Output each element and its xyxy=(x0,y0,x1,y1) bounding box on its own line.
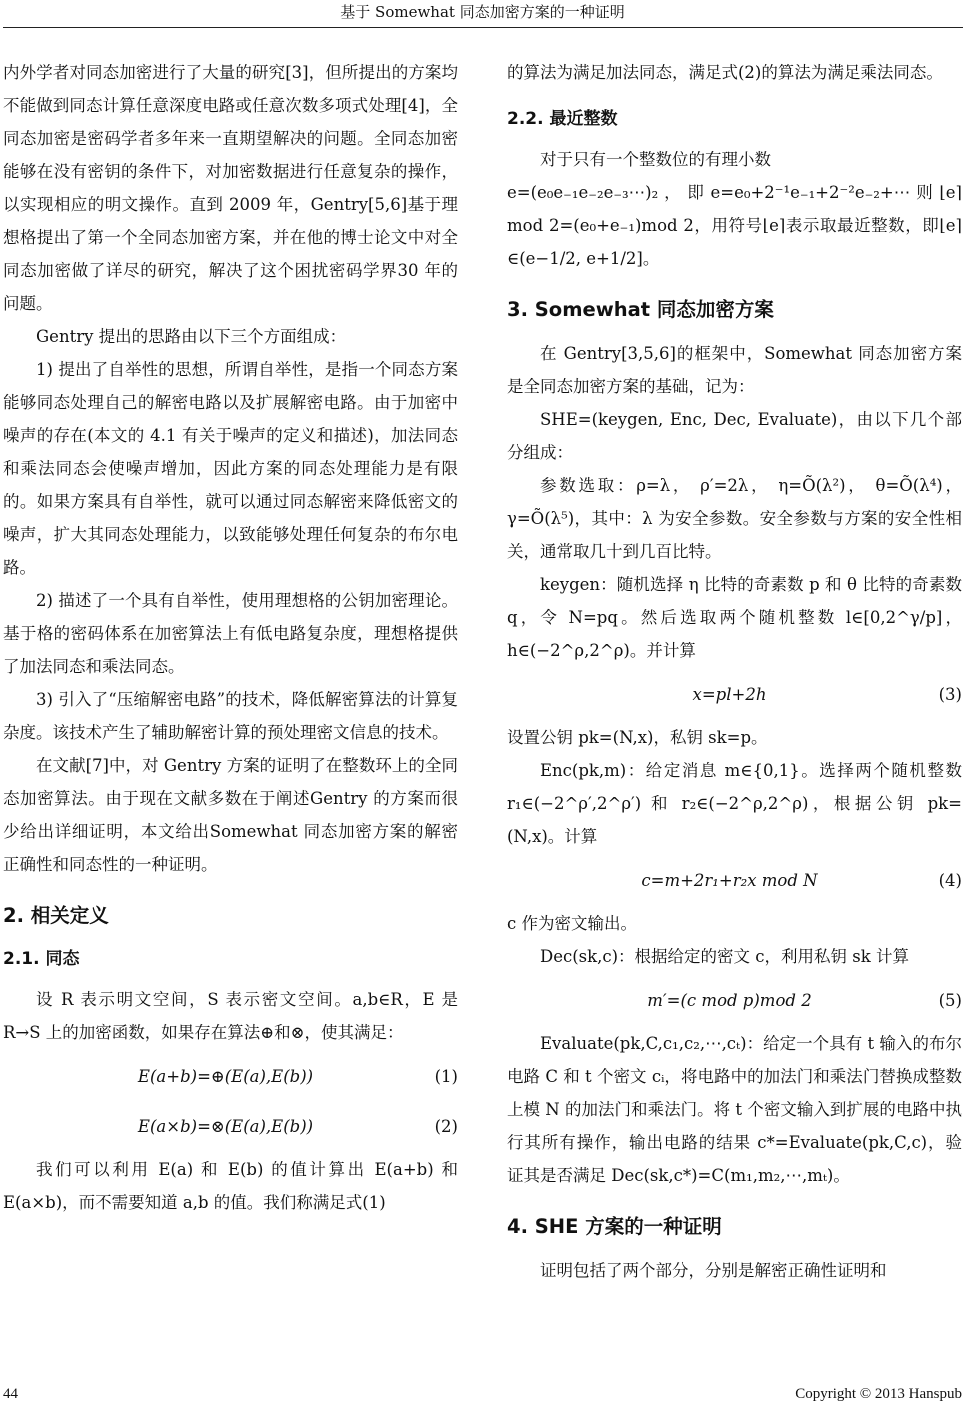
paragraph-parameters: 参数选取：ρ=λ， ρ′=2λ， η=Õ(λ²)， θ=Õ(λ⁴)， γ=Õ(λ⁵)，其中：λ 为安全参数。安全参数与方案的安全性相关，通常取几十到几百比特。 xyxy=(507,476,962,561)
paragraph-dec: Dec(sk,c)：根据给定的密文 c，利用私钥 sk 计算 xyxy=(540,947,910,966)
equation-3-expr: x=pl+2h xyxy=(692,684,767,704)
equation-1-expr: E(a+b)=⊕(E(a),E(b)) xyxy=(137,1066,314,1086)
equation-5-number: (5) xyxy=(938,990,962,1010)
equation-4-number: (4) xyxy=(938,870,962,890)
right-column xyxy=(507,56,962,1287)
page-number: 44 xyxy=(3,1386,18,1402)
subsection-heading-homomorphism: 2.1. 同态 xyxy=(3,949,80,969)
copyright-notice: Copyright © 2013 Hanspub xyxy=(795,1386,962,1402)
paragraph-gentry-ideas: Gentry 提出的思路由以下三个方面组成： xyxy=(36,327,347,346)
paragraph-homomorphism-continued: 的算法为满足加法同态，满足式(2)的算法为满足乘法同态。 xyxy=(507,63,943,82)
paragraph-homomorphism-def: 设 R 表示明文空间，S 表示密文空间。a,b∈R，E 是 R→S 上的加密函数，如果存在算法⊕和⊗，使其满足： xyxy=(3,990,458,1042)
paragraph-ideal-lattice: 2) 描述了一个具有自举性，使用理想格的公钥加密理论。基于格的密码体系在加密算法上有低电路复杂度，理想格提供了加法同态和乘法同态。 xyxy=(3,591,458,676)
paragraph-keys: 设置公钥 pk=(N,x)，私钥 sk=p。 xyxy=(507,728,768,747)
paragraph-gentry-framework: 在 Gentry[3,5,6]的框架中，Somewhat 同态加密方案是全同态加密方案的基础，记为： xyxy=(507,344,962,396)
equation-3-number: (3) xyxy=(938,684,962,704)
paragraph-proof-intro: 证明包括了两个部分，分别是解密正确性证明和 xyxy=(540,1261,887,1280)
paragraph-nearest-integer-def: e=(e₀e₋₁e₋₂e₋₃⋯)₂ ， 即 e=e₀+2⁻¹e₋₁+2⁻²e₋₂+⋯ 则 ⌊e⌉mod 2=(e₀+e₋₁)mod 2，用符号⌊e⌉表示取最近整数，即⌊e⌉∈(e−1/2, e+1/2]。 xyxy=(507,183,962,268)
header-rule xyxy=(3,27,963,28)
equation-4 xyxy=(507,857,962,903)
equation-2-number: (2) xyxy=(434,1116,458,1136)
equation-2-expr: E(a×b)=⊗(E(a),E(b)) xyxy=(137,1116,314,1136)
subsection-heading-nearest-integer: 2.2. 最近整数 xyxy=(507,109,618,129)
running-header: 基于 Somewhat 同态加密方案的一种证明 xyxy=(340,3,625,21)
paragraph-enc: Enc(pk,m)：给定消息 m∈{0,1}。选择两个随机整数 r₁∈(−2^ρ′,2^ρ′) 和 r₂∈(−2^ρ,2^ρ)，根据公钥 pk=(N,x)。计算 xyxy=(507,761,962,846)
paragraph-intro: 内外学者对同态加密进行了大量的研究[3]，但所提出的方案均不能做到同态计算任意深度电路或任意次数多项式处理[4]，全同态加密是密码学者多年来一直期望解决的问题。全同态加密能够在没有密钥的条件下，对加密数据进行任意复杂的操作，以实现相应的明文操作。直到 2009 年，Gentry[5,6]基于理想格提出了第一个全同态加密方案，并在他的博士论文中对全同态加密做了详尽的研究，解决了这个困扰密码学界30 年的问题。 xyxy=(3,63,458,313)
paragraph-bootstrapping: 1) 提出了自举性的思想，所谓自举性，是指一个同态方案能够同态处理自己的解密电路以及扩展解密电路。由于加密中噪声的存在(本文的 4.1 有关于噪声的定义和描述)，加法同态和乘法同态会使噪声增加，因此方案的同态处理能力是有限的。如果方案具有自举性，就可以通过同态解密来降低密文的噪声，扩大其同态处理能力，以致能够处理任何复杂的布尔电路。 xyxy=(3,360,458,577)
equation-2 xyxy=(3,1103,458,1149)
paragraph-she-tuple: SHE=(keygen, Enc, Dec, Evaluate)，由以下几个部分组成： xyxy=(507,410,962,462)
paragraph-ciphertext-output: c 作为密文输出。 xyxy=(507,914,637,933)
left-column xyxy=(3,56,458,1219)
paragraph-homomorphism-usage: 我们可以利用 E(a) 和 E(b) 的值计算出 E(a+b) 和 E(a×b)，而不需要知道 a,b 的值。我们称满足式(1) xyxy=(3,1160,458,1212)
paragraph-evaluate: Evaluate(pk,C,c₁,c₂,⋯,cₜ)：给定一个具有 t 输入的布尔电路 C 和 t 个密文 cᵢ，将电路中的加法门和乘法门替换成整数上模 N 的加法门和乘法门。将 t 个密文输入到扩展的电路中执行其所有操作，输出电路的结果 c*=Evaluate(pk,C,c)，验证其是否满足 Dec(sk,c*)=C(m₁,m₂,⋯,mₜ)。 xyxy=(507,1034,962,1185)
paragraph-related-work: 在文献[7]中，对 Gentry 方案的证明了在整数环上的全同态加密算法。由于现在文献多数在于阐述Gentry 的方案而很少给出详细证明，本文给出Somewhat 同态加密方案的解密正确性和同态性的一种证明。 xyxy=(3,756,458,874)
section-heading-somewhat-scheme: 3. Somewhat 同态加密方案 xyxy=(507,298,774,321)
paragraph-squash: 3) 引入了“压缩解密电路”的技术，降低解密算法的计算复杂度。该技术产生了辅助解密计算的预处理密文信息的技术。 xyxy=(3,690,458,742)
section-heading-proof: 4. SHE 方案的一种证明 xyxy=(507,1215,722,1238)
equation-5-expr: m′=(c mod p)mod 2 xyxy=(647,990,812,1010)
paragraph-keygen: keygen：随机选择 η 比特的奇素数 p 和 θ 比特的奇素数 q，令 N=pq。然后选取两个随机整数 l∈[0,2^γ/p]，h∈(−2^ρ,2^ρ)。并计算 xyxy=(507,575,962,660)
equation-1 xyxy=(3,1053,458,1099)
equation-5 xyxy=(507,977,962,1023)
equation-4-expr: c=m+2r₁+r₂x mod N xyxy=(641,870,818,890)
equation-1-number: (1) xyxy=(434,1066,458,1086)
section-heading-definitions: 2. 相关定义 xyxy=(3,904,109,927)
paragraph-rational: 对于只有一个整数位的有理小数 xyxy=(540,150,771,169)
equation-3 xyxy=(507,671,962,717)
